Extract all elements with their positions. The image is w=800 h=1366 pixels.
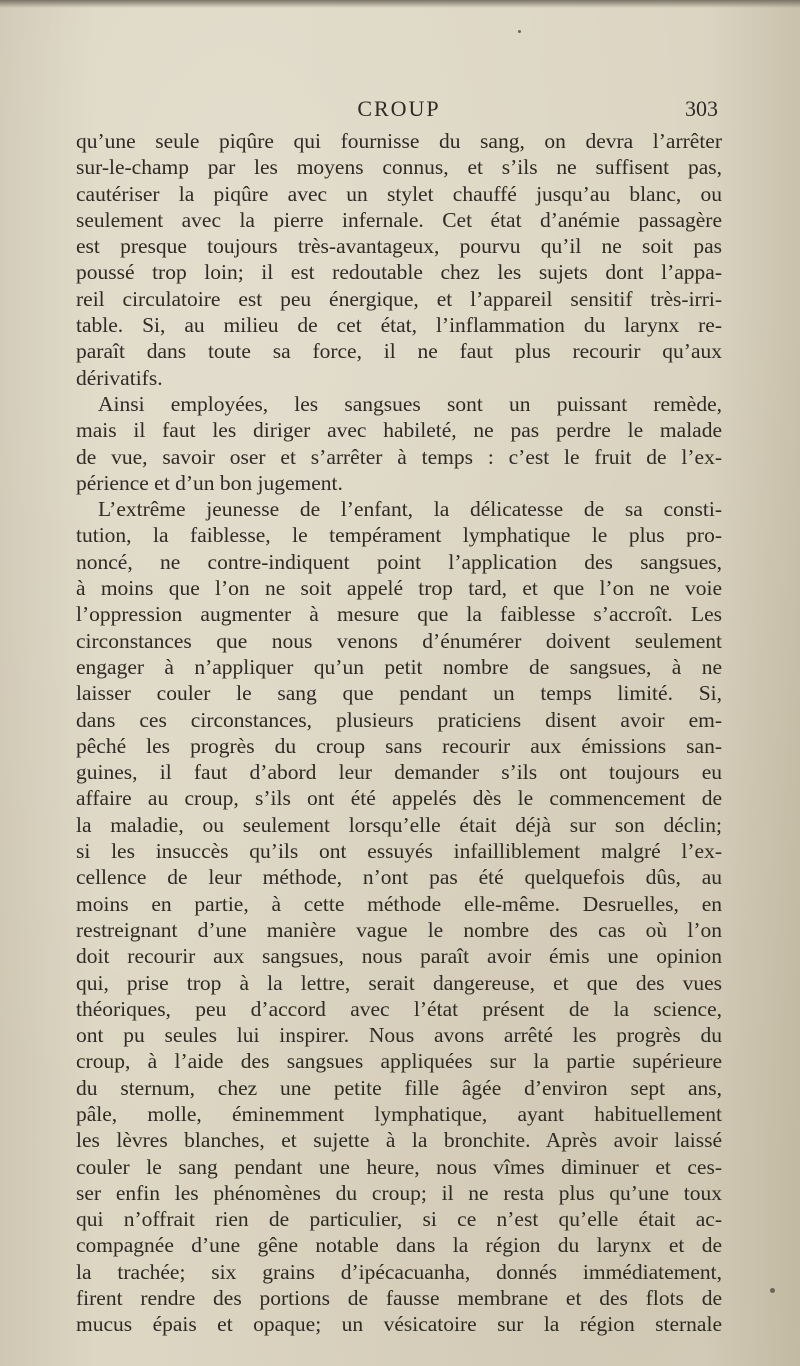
text-line: L’extrême jeunesse de l’enfant, la délicatesse de sa consti- [98,497,722,522]
text-line: circonstances que nous venons d’énumérer doivent seulement [76,628,722,653]
text-line: croup, à l’aide des sangsues appliquées sur la partie supérieure [76,1049,722,1074]
text-line: seulement avec la pierre infernale. Cet état d’anémie passagère [76,207,722,232]
text-line: guines, il faut d’abord leur demander s’ils ont toujours eu [76,760,722,785]
text-line: théoriques, peu d’accord avec l’état présent de la science, [76,996,722,1021]
text-line: restreignant d’une manière vague le nombre des cas où l’on [76,917,722,942]
text-line: périence et d’un bon jugement. [76,470,343,495]
text-line: les lèvres blanches, et sujette à la bronchite. Après avoir laissé [76,1128,722,1153]
text-line: pâle, molle, éminemment lymphatique, ayant habituellement [76,1101,722,1126]
text-line: engager à n’appliquer qu’un petit nombre de sangsues, à ne [76,654,722,679]
text-line: est presque toujours très-avantageux, pourvu qu’il ne soit pas [76,234,722,259]
text-line: firent rendre des portions de fausse membrane et des flots de [76,1286,722,1311]
text-line: compagnée d’une gêne notable dans la région du larynx et de [76,1233,722,1258]
text-line: à moins que l’on ne soit appelé trop tard, et que l’on ne voie [76,576,722,601]
text-line: ont pu seules lui inspirer. Nous avons arrêté les progrès du [76,1023,722,1048]
text-line: qui n’offrait rien de particulier, si ce n’est qu’elle était ac- [76,1207,722,1232]
text-line: mucus épais et opaque; un vésicatoire sur la région sternale [76,1312,722,1337]
text-line: cellence de leur méthode, n’ont pas été quelquefois dûs, au [76,865,722,890]
text-line: dans ces circonstances, plusieurs praticiens disent avoir em- [76,707,722,732]
text-line: table. Si, au milieu de cet état, l’inflammation du larynx re- [76,313,722,338]
page-header [80,96,718,130]
ink-speck [770,1288,775,1293]
text-line: ser enfin les phénomènes du croup; il ne resta plus qu’une toux [76,1180,722,1205]
text-line: l’oppression augmenter à mesure que la faiblesse s’accroît. Les [76,602,722,627]
text-line: poussé trop loin; il est redoutable chez les sujets dont l’appa- [76,260,722,285]
text-line: tution, la faiblesse, le tempérament lymphatique le plus pro- [76,523,722,548]
text-line: reil circulatoire est peu énergique, et l’appareil sensitif très-irri- [76,286,722,311]
text-line: doit recourir aux sangsues, nous paraît avoir émis une opinion [76,944,722,969]
text-line: mais il faut les diriger avec habileté, ne pas perdre le malade [76,418,722,443]
text-line: Ainsi employées, les sangsues sont un puissant remède, [98,391,722,416]
text-line: du sternum, chez une petite fille âgée d’environ sept ans, [76,1075,722,1100]
text-line: pêché les progrès du croup sans recourir aux émissions san- [76,733,722,758]
ink-speck [518,30,521,33]
page-top-edge [0,0,800,8]
text-line: la maladie, ou seulement lorsqu’elle était déjà sur son déclin; [76,812,722,837]
text-line: noncé, ne contre-indiquent point l’application des sangsues, [76,549,722,574]
text-line: dérivatifs. [76,365,163,390]
text-line: qui, prise trop à la lettre, serait dangereuse, et que des vues [76,970,722,995]
page-number: 303 [685,96,718,121]
running-title: CROUP [357,96,441,121]
text-line: qu’une seule piqûre qui fournisse du sang, on devra l’arrêter [76,129,722,153]
text-line: la trachée; six grains d’ipécacuanha, donnés immédiatement, [76,1259,722,1284]
text-line: de vue, savoir oser et s’arrêter à temps : c’est le fruit de l’ex- [76,444,722,469]
text-line: cautériser la piqûre avec un stylet chauffé jusqu’au blanc, ou [76,181,722,206]
text-line: affaire au croup, s’ils ont été appelés dès le commencement de [76,786,722,811]
text-line: si les insuccès qu’ils ont essuyés infailliblement malgré l’ex- [76,839,722,864]
text-line: sur-le-champ par les moyens connus, et s’ils ne suffisent pas, [76,155,722,180]
body-text [76,128,722,1338]
text-line: moins en partie, à cette méthode elle-même. Desruelles, en [76,891,722,916]
text-line: laisser couler le sang que pendant un temps limité. Si, [76,681,722,706]
text-line: paraît dans toute sa force, il ne faut plus recourir qu’aux [76,339,722,364]
text-line: couler le sang pendant une heure, nous vîmes diminuer et ces- [76,1154,722,1179]
